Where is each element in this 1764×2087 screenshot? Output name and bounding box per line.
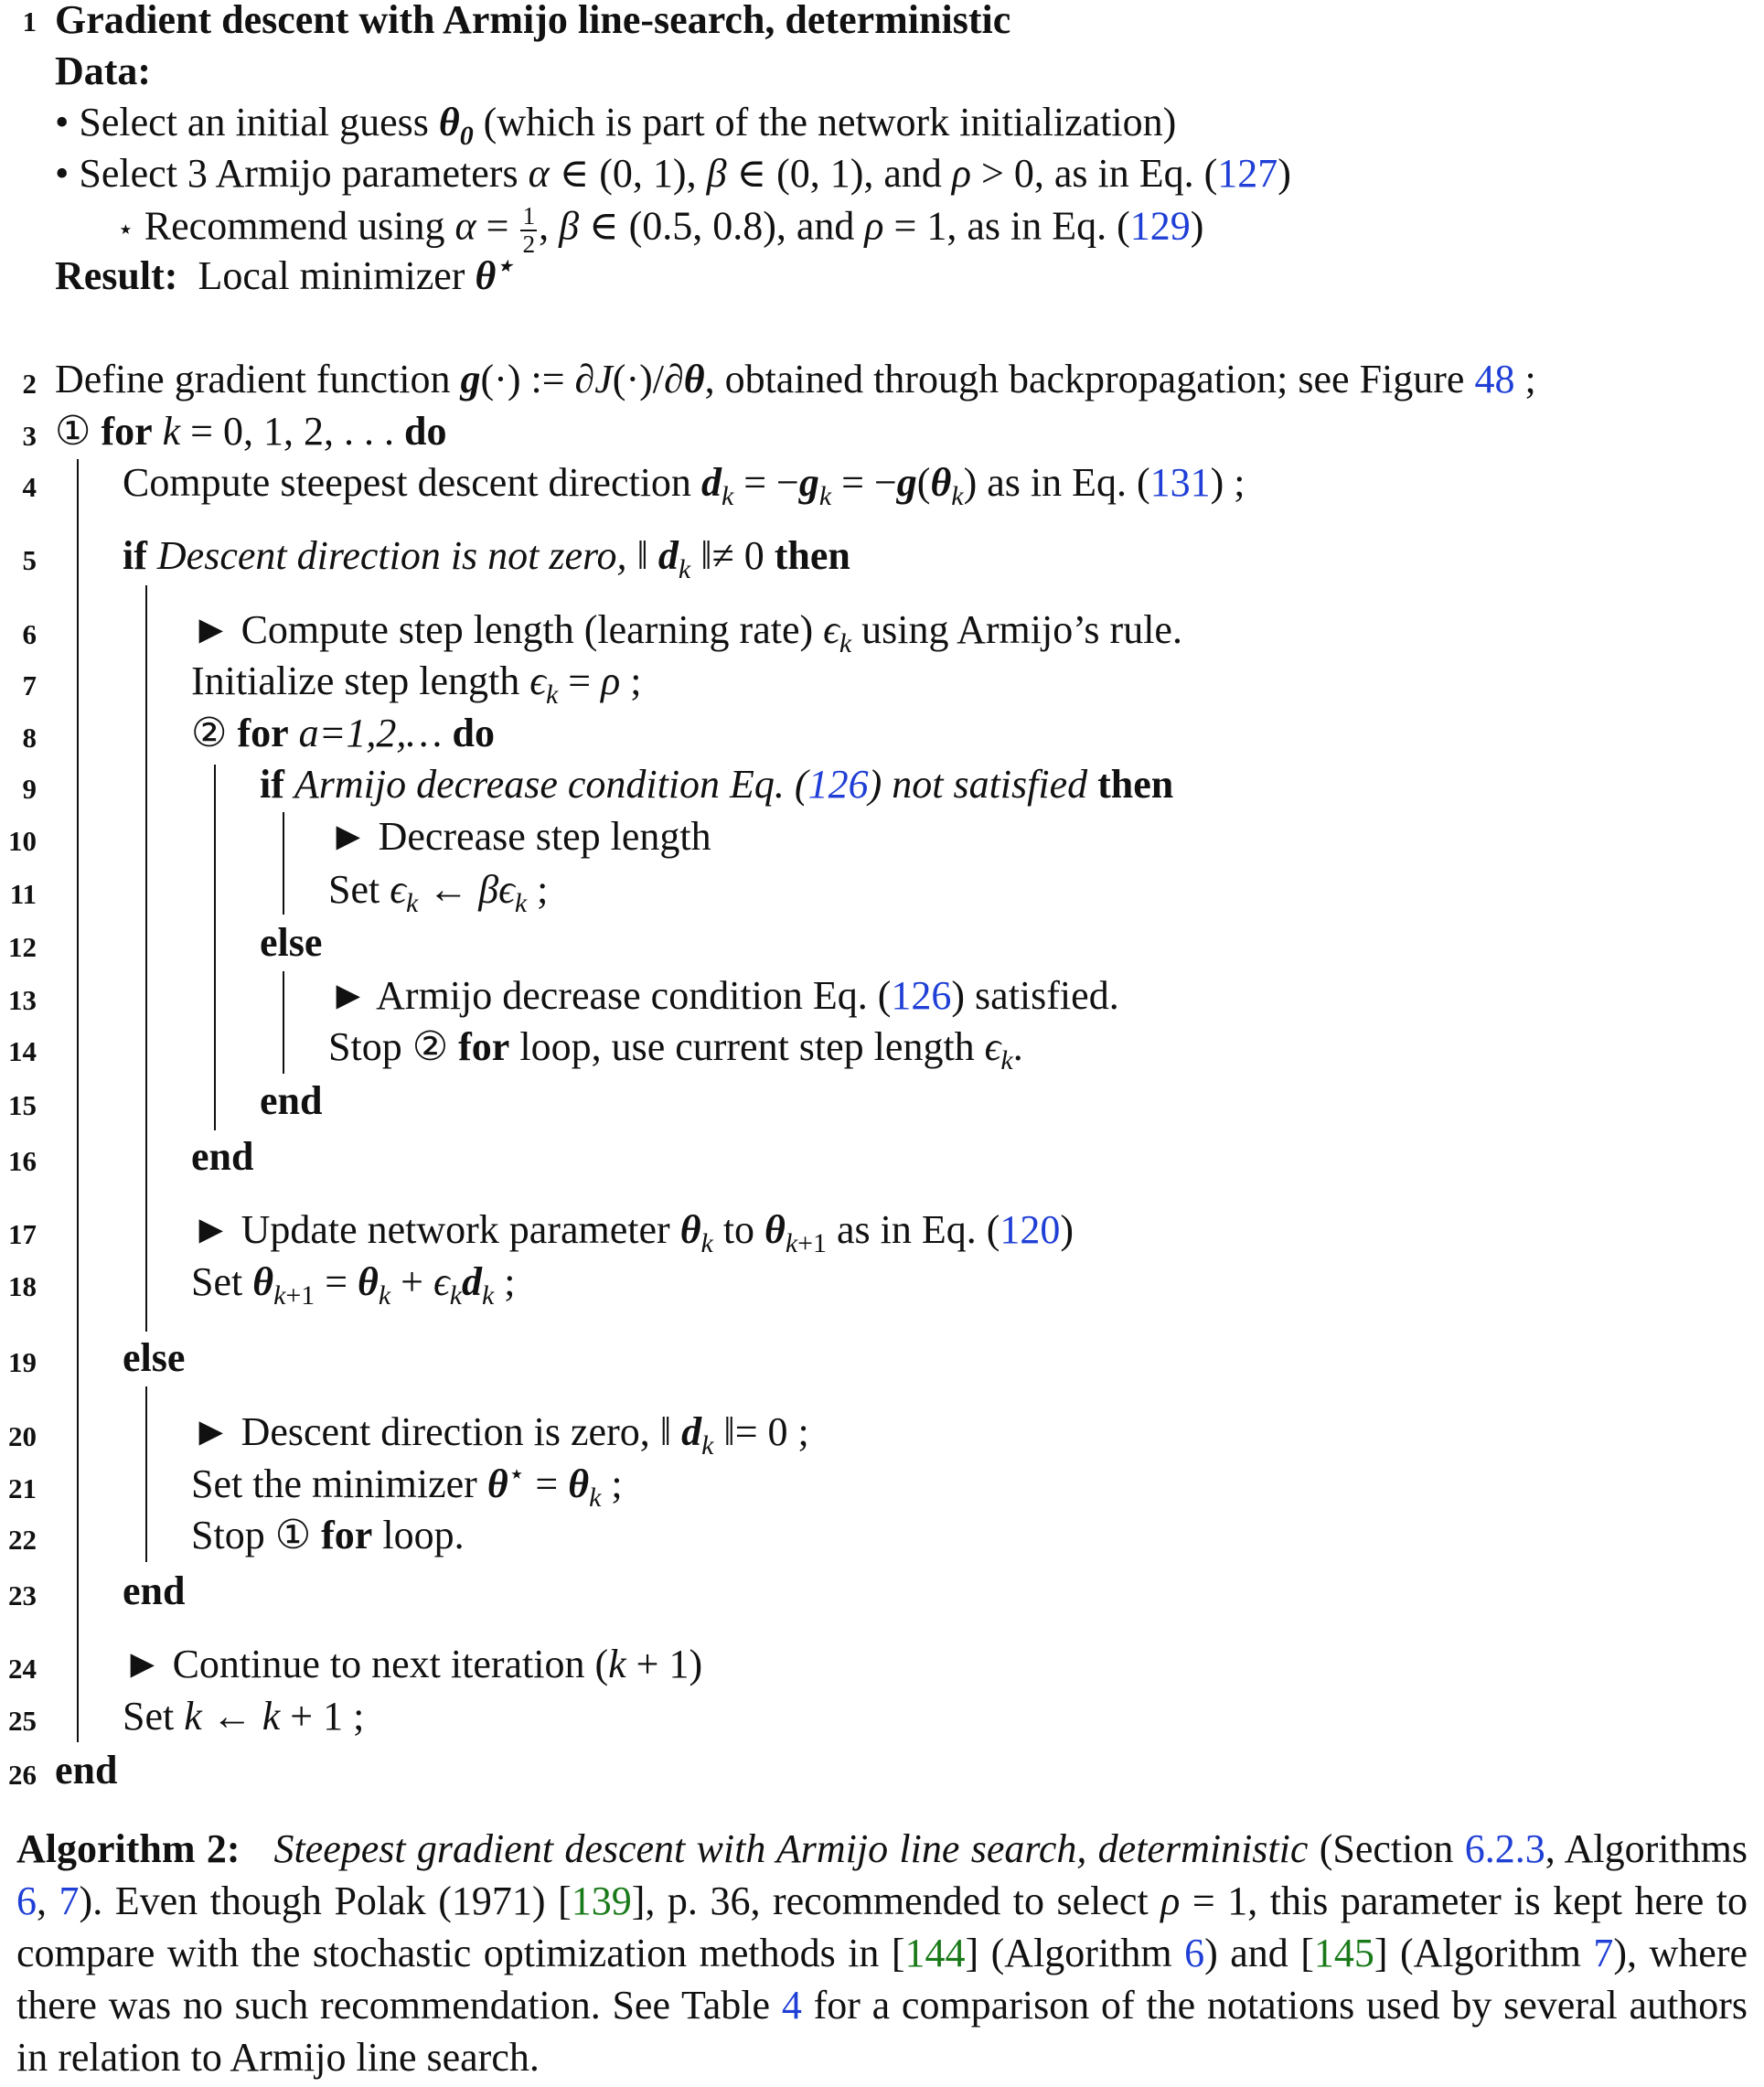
caption-label: Algorithm 2: <box>16 1826 241 1871</box>
line-number: 5 <box>22 544 37 576</box>
scope-bar-else19 <box>145 1386 147 1562</box>
line-number: 18 <box>8 1270 37 1302</box>
data-item-recommend: ⋆ Recommend using α = $\frac{1}{2}$ , β ∈ (0.5, 0.8), and ρ = 1, as in Eq. (129) <box>117 202 1204 258</box>
line-number: 8 <box>22 722 37 754</box>
data-item-armijo-params: • Select 3 Armijo parameters α ∈ (0, 1), β ∈ (0, 1), and ρ > 0, as in Eq. (127) <box>55 151 1291 196</box>
line-number: 7 <box>22 669 37 701</box>
figure-ref-link[interactable]: 48 <box>1474 357 1515 401</box>
line-9: if Armijo decrease condition Eq. (126) not satisfied then <box>260 762 1174 807</box>
eq-ref-link[interactable]: 131 <box>1149 460 1211 505</box>
line-8: ② for a=1,2,… do <box>191 711 495 755</box>
line-number: 26 <box>8 1759 37 1791</box>
line-4: Compute steepest descent direction $d_k = -g_k = -g(\theta_k)$ as in Eq. (131) ; <box>123 460 1245 511</box>
eq-ref-link[interactable]: 120 <box>1000 1207 1061 1252</box>
circled-two-icon: ② <box>191 711 228 755</box>
line-22: Stop ① for loop. <box>191 1513 465 1557</box>
line-10: ► Decrease step length <box>328 814 711 859</box>
line-number: 22 <box>8 1524 37 1556</box>
result-line: Result: Local minimizer θ⋆ <box>55 251 514 298</box>
section-ref-link[interactable]: 6.2.3 <box>1464 1826 1545 1871</box>
line-23: end <box>123 1568 186 1613</box>
bullet-icon: • <box>55 100 69 144</box>
circled-one-icon: ① <box>55 409 91 454</box>
data-item-initial-guess: • Select an initial guess $\theta_0$ (which is part of the network initialization) <box>55 100 1177 151</box>
line-13: ► Armijo decrease condition Eq. (126) satisfied. <box>328 973 1119 1018</box>
line-number: 12 <box>8 931 37 963</box>
line-7: Initialize step length $\epsilon_k = \rho$ ; <box>191 658 642 710</box>
circled-one-icon: ① <box>274 1513 312 1557</box>
line-number: 19 <box>8 1346 37 1378</box>
line-number: 2 <box>22 368 37 400</box>
eq-ref-link[interactable]: 126 <box>891 973 952 1018</box>
line-number: 6 <box>22 618 37 650</box>
algorithm-title: Gradient descent with Armijo line-search, deterministic <box>55 0 1011 42</box>
line-15: end <box>260 1078 323 1123</box>
table-ref-link[interactable]: 4 <box>781 1983 802 2028</box>
line-number: 1 <box>22 5 37 37</box>
eq-ref-link[interactable]: 129 <box>1129 203 1191 249</box>
algorithm-ref-link[interactable]: 7 <box>59 1878 80 1923</box>
line-number: 10 <box>8 825 37 857</box>
bullet-icon: • <box>55 151 69 196</box>
star-icon: ⋆ <box>117 214 134 245</box>
algorithm-caption: Algorithm 2: Steepest gradient descent with Armijo line search, deterministic (Section 6.2.3, Algorithms 6, 7). Even though Polak (1971) [139], p. 36, recommended to select ρ = 1, this parameter is kept here to compare with the stochastic optimization methods in [144] (Algorithm 6) and [145] (Algorithm 7), where there was no such recommendation. See Table 4 for a comparison of the notations used by several authors in relation to Armijo line search. <box>16 1826 1748 2080</box>
line-24: ► Continue to next iteration (k + 1) <box>123 1642 703 1686</box>
line-number: 16 <box>8 1145 37 1177</box>
line-20: ► Descent direction is zero, ‖ $d_k$ ‖= 0 ; <box>191 1409 809 1461</box>
line-25: Set k ← k + 1 ; <box>123 1694 365 1739</box>
citation-link[interactable]: 139 <box>571 1878 632 1923</box>
line-18: Set $\theta_{k+1} = \theta_k + \epsilon_kd_k$ ; <box>191 1259 516 1311</box>
algorithm-ref-link[interactable]: 7 <box>1593 1931 1614 1975</box>
line-number: 17 <box>8 1218 37 1250</box>
line-number: 23 <box>8 1579 37 1611</box>
line-26: end <box>55 1748 118 1793</box>
line-number: 4 <box>22 471 37 503</box>
triangle-right-icon: ► <box>191 1207 231 1252</box>
line-5: if Descent direction is not zero, ‖ $d_k$ ‖≠ 0 then <box>123 533 850 584</box>
triangle-right-icon: ► <box>328 814 369 859</box>
line-2: Define gradient function g(·) := ∂J(·)/∂θ, obtained through backpropagation; see Figure 48 ; <box>55 357 1536 401</box>
citation-link[interactable]: 144 <box>904 1931 966 1975</box>
scope-bar-if9 <box>283 812 284 915</box>
citation-link[interactable]: 145 <box>1313 1931 1374 1975</box>
scope-bar-for2 <box>214 765 216 1130</box>
line-number: 13 <box>8 984 37 1016</box>
line-number: 3 <box>22 420 37 452</box>
scope-bar-for1 <box>77 459 79 1742</box>
line-number: 9 <box>22 773 37 805</box>
line-number: 21 <box>8 1472 37 1504</box>
triangle-right-icon: ► <box>191 1409 231 1454</box>
math-params: α ∈ (0, 1), β ∈ (0, 1), and ρ > 0 <box>528 151 1034 196</box>
line-14: Stop ② for loop, use current step length $\epsilon_k$. <box>328 1024 1023 1076</box>
line-3: ① for k = 0, 1, 2, . . . do <box>55 409 447 454</box>
line-number: 15 <box>8 1089 37 1121</box>
line-16: end <box>191 1134 254 1179</box>
eq-ref-link[interactable]: 126 <box>807 762 869 807</box>
line-number: 25 <box>8 1705 37 1737</box>
line-number: 11 <box>9 878 37 910</box>
line-17: ► Update network parameter $\theta_k$ to $\theta_{k+1}$ as in Eq. (120) <box>191 1207 1074 1258</box>
scope-bar-if5 <box>145 585 147 1332</box>
algorithm-ref-link[interactable]: 6 <box>16 1878 37 1923</box>
line-6: ► Compute step length (learning rate) $\epsilon_k$ using Armijo’s rule. <box>191 607 1182 658</box>
eq-ref-link[interactable]: 127 <box>1217 151 1278 196</box>
triangle-right-icon: ► <box>191 607 231 652</box>
scope-bar-else12 <box>283 971 284 1074</box>
data-label: Data: <box>55 48 152 93</box>
line-number: 20 <box>8 1420 37 1452</box>
line-11: Set $\epsilon_k$ ← $\beta\epsilon_k$ ; <box>328 867 549 918</box>
caption-title: Steepest gradient descent with Armijo line search, deterministic <box>273 1826 1309 1871</box>
algorithm-ref-link[interactable]: 6 <box>1184 1931 1205 1975</box>
line-12: else <box>260 920 323 965</box>
line-number: 14 <box>8 1035 37 1067</box>
triangle-right-icon: ► <box>123 1642 163 1686</box>
line-number: 24 <box>8 1653 37 1685</box>
fraction-one-half: $\frac{1}{2}$ <box>522 202 536 258</box>
line-21: Set the minimizer $\theta^⋆ = \theta_k$ ; <box>191 1459 623 1513</box>
line-19: else <box>123 1335 186 1380</box>
circled-two-icon: ② <box>412 1024 449 1069</box>
triangle-right-icon: ► <box>328 973 369 1018</box>
math-theta0: $\theta_0$ <box>438 100 474 151</box>
